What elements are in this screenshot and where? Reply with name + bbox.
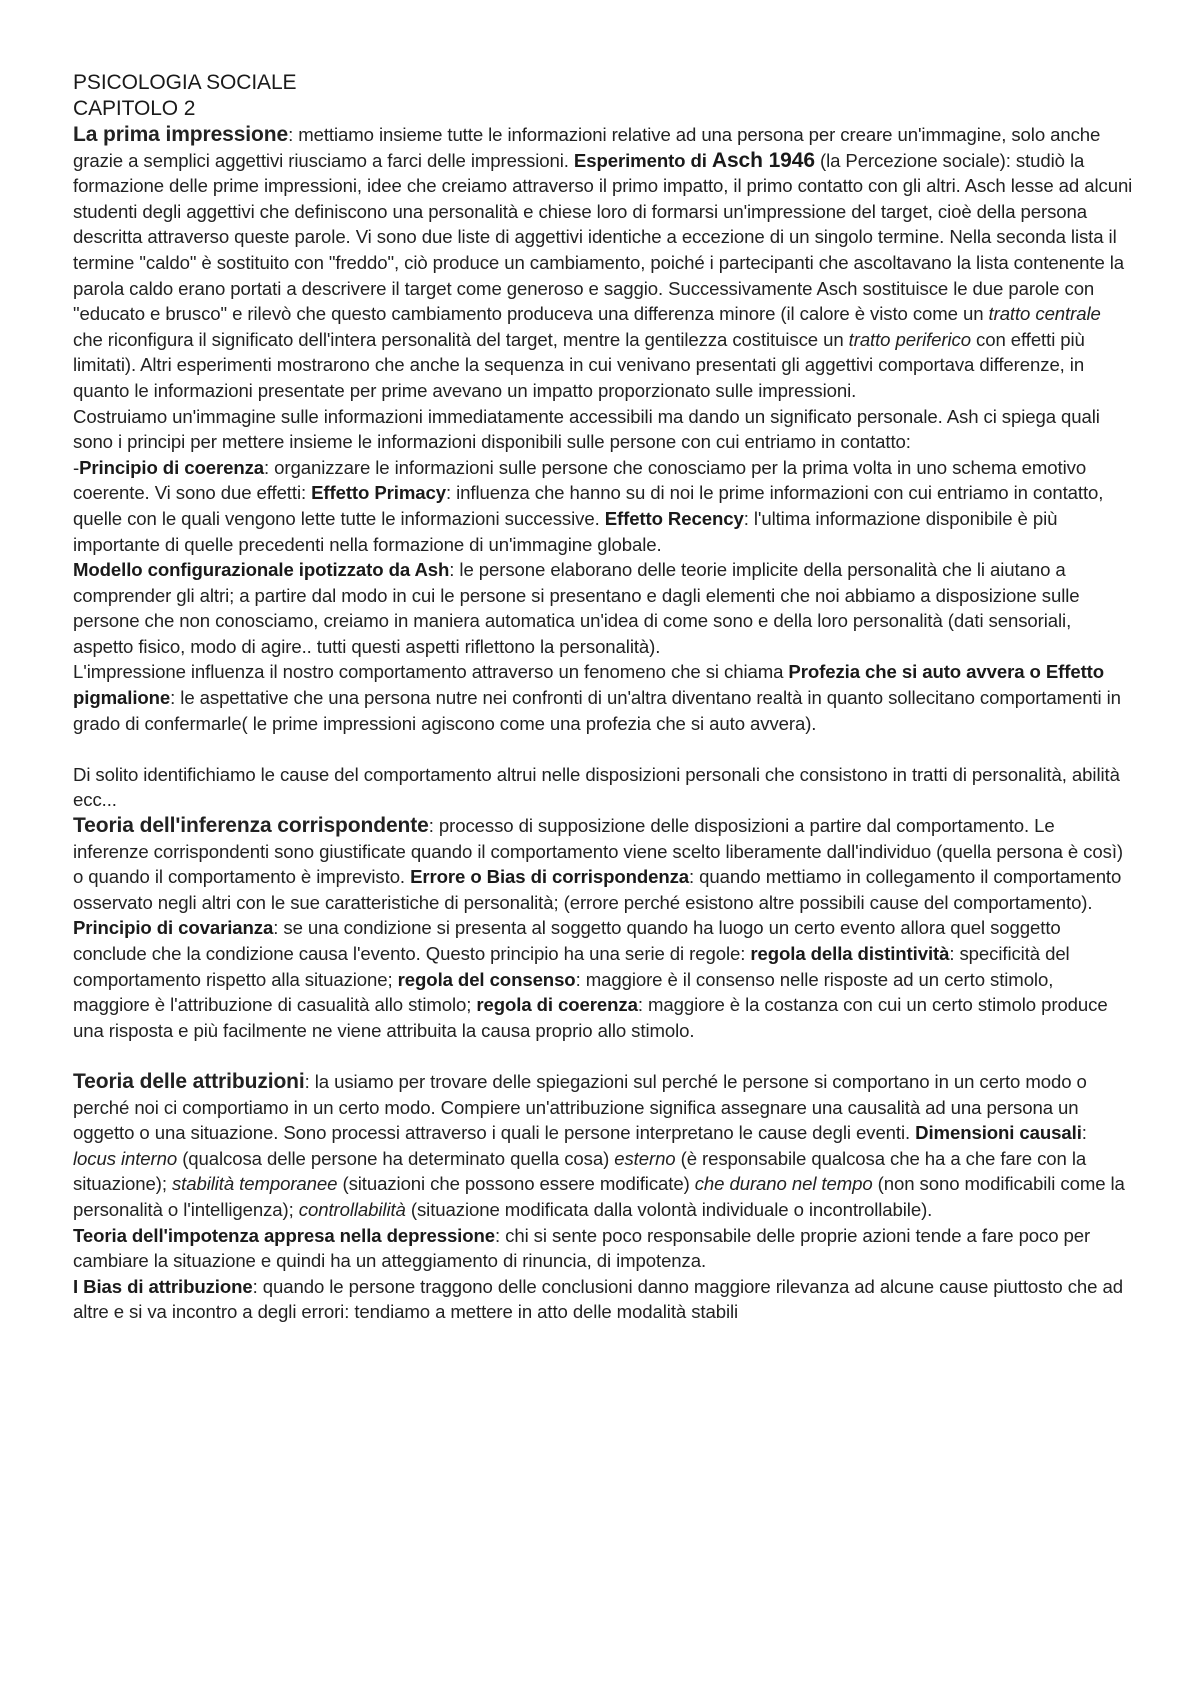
term-regola-distintivita: regola della distintività — [750, 943, 950, 964]
term-controllabilita: controllabilità — [298, 1198, 406, 1220]
term-bias-corrispondenza: Errore o Bias di corrispondenza — [410, 866, 690, 888]
term-regola-coerenza: regola di coerenza — [476, 994, 638, 1016]
paragraph-bias-attribuzione: I Bias di attribuzione: quando le persone traggono delle conclusioni danno maggiore rilevanza ad alcune cause piuttosto che ad altre e si va incontro a degli errori: tendiamo a mettere in atto delle modalità stabili — [73, 1275, 1123, 1323]
document-page — [73, 70, 1133, 1325]
paragraph-principio-covarianza: Principio di covarianza: se una condizione si presenta al soggetto quando ha luogo un certo evento allora quel soggetto conclude che la condizione causa l'evento. Questo principio ha una serie di regole: regola della distintività: specificità del comportamento rispetto alla situazione; regola del consenso: maggiore è il consenso nelle risposte ad un certo stimolo, maggiore è l'attribuzione di casualità allo stimolo; regola di coerenza: maggiore è la costanza con cui un certo stimolo produce una risposta e più facilmente ne viene attribuita la causa proprio allo stimolo. — [73, 917, 1108, 1041]
term-tratto-centrale: tratto centrale — [988, 303, 1101, 325]
paragraph-prima-impressione: La prima impressione: mettiamo insieme tutte le informazioni relative ad una persona per creare un'immagine, solo anche grazie a semplici aggettivi riusciamo a farci delle impressioni. Esperimento di Asch 1946 (la Percezione sociale): studiò la formazione delle prime impressioni, idee che creiamo attraverso il primo impatto, il primo contatto con gli altri. Asch lesse ad alcuni studenti degli aggettivi che definiscono una personalità e chiese loro di formarsi un'impressione del target, cioè della persona descritta attraverso queste parole. Vi sono due liste di aggettivi identiche a eccezione di un singolo termine. Nella seconda lista il termine "caldo" è sostituito con "freddo", ciò produce un cambiamento, poiché i partecipanti che ascoltavano la lista contenente la parola caldo erano portati a descrivere il target come generoso e saggio. Successivamente Asch sostituisce le due parole con "educato e brusco" e rilevò che questo cambiamento produceva una differenza minore (il calore è visto come un tratto centrale che riconfigura il significato dell'intera personalità del target, mentre la gentilezza costituisce un tratto periferico con effetti più limitati). Altri esperimenti mostrarono che anche la sequenza in cui venivano presentati gli aggettivi comportava differenze, in quanto le informazioni presentate per prime avevano un impatto proporzionato sulle impressioni. — [73, 123, 1133, 401]
blank-line — [73, 1043, 1133, 1069]
document-title: PSICOLOGIA SOCIALE — [73, 71, 297, 94]
term-inferenza-corrispondente: Teoria dell'inferenza corrispondente — [73, 814, 429, 838]
term-tratto-periferico: tratto periferico — [848, 328, 971, 350]
term-asch-1946: Asch 1946 — [711, 148, 815, 172]
paragraph-costruiamo: Costruiamo un'immagine sulle informazioni immediatamente accessibili ma dando un significato personale. Ash ci spiega quali sono i principi per mettere insieme le informazioni disponibili sulle persone con cui entriamo in contatto: — [73, 405, 1100, 453]
term-locus-interno: locus interno — [73, 1147, 178, 1169]
term-effetto-primacy: Effetto Primacy — [311, 482, 447, 504]
term-durano-nel-tempo: che durano nel tempo — [694, 1173, 873, 1195]
paragraph-modello-configurazionale: Modello configurazionale ipotizzato da Ash: le persone elaborano delle teorie implicite della personalità che li aiutano a comprender gli altri; a partire dal modo in cui le persone si presentano e dagli elementi che noi abbiamo a disposizione sulle persone che non conosciamo, creiamo in maniera automatica un'idea di come sono e della loro personalità (dati sensoriali, aspetto fisico, modo di agire.. tutti questi aspetti riflettono la personalità). — [73, 559, 1080, 657]
term-profezia: Profezia che si auto avvera o Effetto pigmalione — [73, 661, 1105, 709]
term-principio-covarianza: Principio di covarianza — [73, 917, 274, 939]
term-effetto-recency: Effetto Recency — [604, 507, 744, 529]
term-regola-consenso: regola del consenso — [397, 968, 576, 990]
paragraph-inferenza-corrispondente: Teoria dell'inferenza corrispondente: processo di supposizione delle disposizioni a partire dal comportamento. Le inferenze corrispondenti sono giustificate quando il comportamento viene scelto liberamente dall'individuo (quella persona è così) o quando il comportamento è imprevisto. Errore o Bias di corrispondenza: quando mettiamo in collegamento il comportamento osservato negli altri con le sue caratteristiche di personalità; (errore perché esistono altre possibili cause del comportamento). — [73, 814, 1123, 913]
paragraph-principio-coerenza: -Principio di coerenza: organizzare le informazioni sulle persone che conosciamo per la prima volta in uno schema emotivo coerente. Vi sono due effetti: Effetto Primacy: influenza che hanno su di noi le prime informazioni con cui entriamo in contatto, quelle con le quali vengono lette tutte le informazioni successive. Effetto Recency: l'ultima informazione disponibile è più importante di quelle precedenti nella formazione di un'immagine globale. — [73, 456, 1104, 555]
term-teoria-attribuzioni: Teoria delle attribuzioni — [73, 1069, 305, 1093]
paragraph-teoria-attribuzioni: Teoria delle attribuzioni: la usiamo per trovare delle spiegazioni sul perché le persone si comportano in un certo modo o perché noi ci comportiamo in un certo modo. Compiere un'attribuzione significa assegnare una causalità ad una persona un oggetto o una situazione. Sono processi attraverso i quali le persone interpretano le cause degli eventi. Dimensioni causali: locus interno (qualcosa delle persone ha determinato quella cosa) esterno (è responsabile qualcosa che ha a che fare con la situazione); stabilità temporanee (situazioni che possono essere modificate) che durano nel tempo (non sono modificabili come la personalità o l'intelligenza); controllabilità (situazione modificata dalla volontà individuale o incontrollabile). — [73, 1069, 1125, 1220]
term-impotenza-appresa: Teoria dell'impotenza appresa nella depressione — [73, 1224, 496, 1246]
term-esterno: esterno — [614, 1147, 676, 1169]
paragraph-impotenza-appresa: Teoria dell'impotenza appresa nella depressione: chi si sente poco responsabile delle proprie azioni tende a fare poco per cambiare la situazione e quindi ha un atteggiamento di rinuncia, di impotenza. — [73, 1224, 1091, 1272]
chapter-heading: CAPITOLO 2 — [73, 97, 196, 120]
term-bias-attribuzione: I Bias di attribuzione — [73, 1275, 253, 1297]
blank-line — [73, 736, 1133, 762]
term-stabilita-temporanee: stabilità temporanee — [171, 1173, 338, 1195]
paragraph-cause-comportamento: Di solito identifichiamo le cause del comportamento altrui nelle disposizioni personali che consistono in tratti di personalità, abilità ecc... — [73, 763, 1120, 811]
paragraph-profezia: L'impressione influenza il nostro comportamento attraverso un fenomeno che si chiama Profezia che si auto avvera o Effetto pigmalione: le aspettative che una persona nutre nei confronti di un'altra diventano realtà in quanto sollecitano comportamenti in grado di confermarle( le prime impressioni agiscono come una profezia che si auto avvera). — [73, 661, 1121, 734]
term-modello-configurazionale: Modello configurazionale ipotizzato da Ash — [73, 559, 450, 581]
term-dimensioni-causali: Dimensioni causali — [915, 1122, 1082, 1144]
term-principio-coerenza: Principio di coerenza — [79, 456, 265, 478]
term-prima-impressione: La prima impressione — [73, 123, 289, 146]
term-esperimento: Esperimento di — [573, 149, 707, 171]
